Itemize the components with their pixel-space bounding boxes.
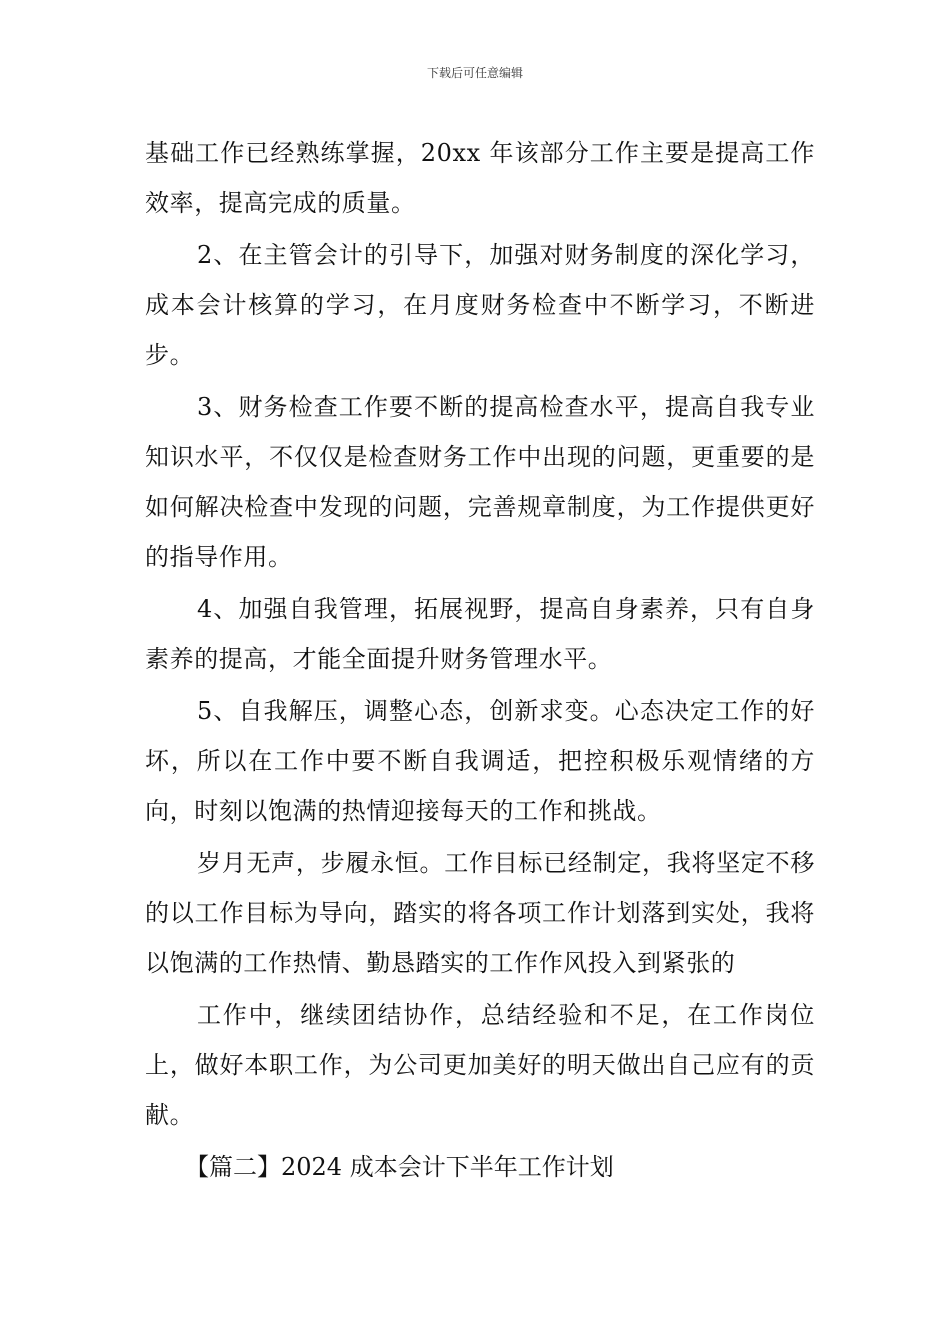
page-header-note: 下载后可任意编辑 — [426, 66, 523, 80]
paragraph-item-3: 3、财务检查工作要不断的提高检查水平，提高自我专业知识水平，不仅仅是检查财务工作中出现的问题，更重要的是如何解决检查中发现的问题，完善规章制度，为工作提供更好的指导作用。 — [145, 393, 815, 571]
paragraph-closing-2: 工作中，继续团结协作，总结经验和不足，在工作岗位上，做好本职工作，为公司更加美好的明天做出自己应有的贡献。 — [145, 1001, 815, 1129]
paragraph-item-4: 4、加强自我管理，拓展视野，提高自身素养，只有自身素养的提高，才能全面提升财务管理水平。 — [145, 595, 815, 673]
paragraph-intro: 基础工作已经熟练掌握，20xx 年该部分工作主要是提高工作效率，提高完成的质量。 — [145, 139, 815, 217]
paragraph-item-5: 5、自我解压，调整心态，创新求变。心态决定工作的好坏，所以在工作中要不断自我调适，把控积极乐观情绪的方向，时刻以饱满的热情迎接每天的工作和挑战。 — [145, 697, 815, 825]
document-body — [145, 128, 815, 1192]
section-heading: 【篇二】2024 成本会计下半年工作计划 — [185, 1153, 614, 1181]
paragraph-closing-1: 岁月无声，步履永恒。工作目标已经制定，我将坚定不移的以工作目标为导向，踏实的将各项工作计划落到实处，我将以饱满的工作热情、勤恳踏实的工作作风投入到紧张的 — [145, 849, 815, 977]
paragraph-item-2: 2、在主管会计的引导下，加强对财务制度的深化学习，成本会计核算的学习，在月度财务检查中不断学习，不断进步。 — [145, 241, 815, 369]
